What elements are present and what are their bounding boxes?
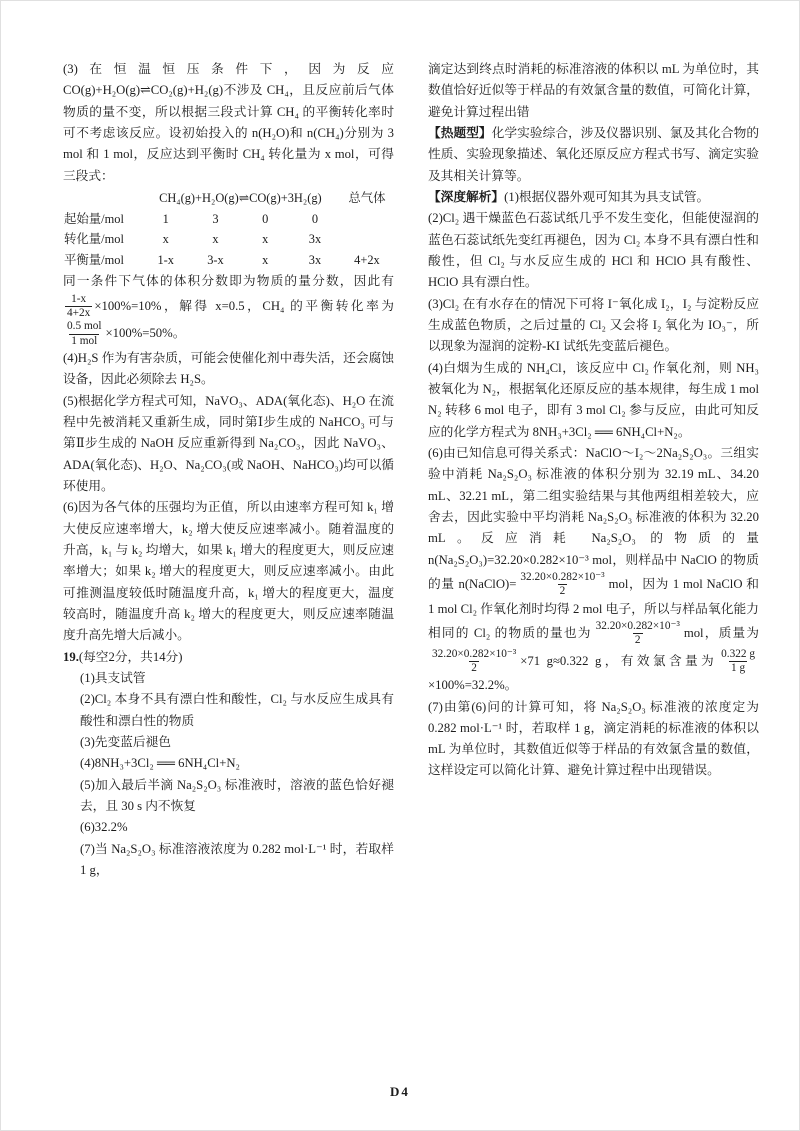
deep-analysis-paragraph-1 — [428, 187, 759, 208]
answer-item-5: (5)根据化学方程式可知，NaVO₃、ADA(氧化态)、H₂O 在流程中先被消耗又重新生成，同时第Ⅰ步生成的 NaHCO₃ 可与第Ⅱ步生成的 NaOH 反应重新得到 Na₂CO₃，因此 NaVO₃、ADA(氧化态)、H₂O、Na₂CO₃(或 NaOH、NaHCO₃)均可以循环使用。 — [63, 393, 394, 493]
deep-analysis-paragraph-6 — [428, 443, 759, 697]
deep-analysis-paragraph-7: (7)由第(6)问的计算可知，将 Na₂S₂O₃ 标准液的浓度定为 0.282 mol·L⁻¹ 时，若取样 1 g，滴定消耗的标准液的体积以 mL 为单位时，其数值近似等于样品的有效氯含量的数值，这样设定可以简化计算、避免计算过程中出现错误。 — [428, 699, 759, 778]
deep-analysis-paragraph-3: (3)Cl₂ 在有水存在的情况下可将 I⁻氧化成 I₂，I₂ 与淀粉反应生成蓝色物质，之后过量的 Cl₂ 又会将 I₂ 氧化为 IO₃⁻，所以现象为湿润的淀粉-KI 试纸先变蓝后褪色。 — [428, 296, 759, 354]
hot-topic-label: 【热题型】 — [428, 125, 492, 140]
fraction-denominator: 1 g — [730, 661, 746, 674]
answer-19-6: (6)32.2% — [80, 820, 128, 835]
text-segment: mol，质量为 — [683, 625, 759, 640]
row-label: 平衡量/mol — [64, 252, 124, 267]
table-cell — [340, 229, 394, 250]
table-row-initial — [63, 209, 394, 230]
table-cell: 3-x — [207, 252, 224, 267]
deep-analysis-paragraph-2: (2)Cl₂ 遇干燥蓝色石蕊试纸几乎不发生变化，但能使湿润的蓝色石蕊试纸先变红再褪色，因为 Cl₂ 本身不具有漂白性和酸性，但 Cl₂ 与水反应生成的 HCl 和 HClO 具有酸性、HClO 具有漂白性。 — [428, 211, 759, 290]
table-row-change — [63, 229, 394, 250]
answer-19-4: (4)8NH₃+3Cl₂ ══ 6NH₄Cl+N₂ — [80, 756, 240, 771]
answer-19-7: (7)当 Na₂S₂O₃ 标准溶液浓度为 0.282 mol·L⁻¹ 时，若取样 1 g， — [80, 841, 394, 877]
text-segment: ×100%=10%，解得 x=0.5，CH₄ 的平衡转化率为 — [94, 298, 394, 313]
table-cell: x — [162, 232, 169, 247]
row-label: 起始量/mol — [64, 211, 124, 226]
fraction-denominator: 4+2x — [67, 307, 91, 319]
table-equation-row — [63, 188, 394, 209]
table-cell: 4+2x — [354, 252, 380, 267]
answer-19-3: (3)先变蓝后褪色 — [80, 734, 171, 749]
table-cell: x — [262, 252, 269, 267]
fraction-numerator: 32.20×0.282×10⁻³ — [520, 570, 605, 583]
question-19-header — [63, 647, 394, 668]
table-cell: 3 — [212, 211, 219, 226]
text-segment: (6)由已知信息可得关系式：NaClO～I₂～2Na₂S₂O₃。三组实验中消耗 Na₂S₂O₃ 标准液的体积分别为 32.19 mL、34.20 mL、32.21 mL，第二组实验结果与其他两组相差较大，应舍去，因此实验中平均消耗 Na₂S₂O₃ 标准液的体积为 32.20 mL。反应消耗 Na₂S₂O₃ 的物质的量 n(Na₂S₂O₃)=32.20×0.282×10⁻³ mol，则样品中 NaClO 的物质的量 n(NaClO)= — [428, 445, 759, 591]
row-label: 转化量/mol — [64, 232, 124, 247]
fraction-numerator: 1-x — [71, 292, 87, 305]
answer-19-5: (5)加入最后半滴 Na₂S₂O₃ 标准液时，溶液的蓝色恰好褪去，且 30 s 内不恢复 — [80, 777, 394, 813]
fraction-denominator: 1 mol — [71, 334, 98, 347]
chemical-equation: CH₄(g)+H₂O(g)⇌CO(g)+3H₂(g) — [159, 190, 322, 205]
table-cell — [340, 209, 394, 230]
text-segment: mol，因为 1 mol NaClO 和 1 mol Cl₂ 作氧化剂时均得 2 mol 电子，所以与样品氧化能力相同的 Cl₂ 的物质的量也为 — [428, 576, 759, 640]
fraction — [65, 293, 92, 321]
total-gas-label: 总气体 — [348, 190, 386, 205]
left-column — [63, 59, 394, 881]
fraction-denominator: 2 — [471, 661, 477, 674]
table-cell: 0 — [311, 211, 319, 226]
three-stage-table — [63, 188, 394, 270]
table-cell: 3x — [308, 232, 322, 247]
question-19-answers — [63, 668, 394, 881]
hot-topic-paragraph — [428, 123, 759, 187]
fraction-denominator: 2 — [634, 634, 641, 647]
answer-item-4: (4)H₂S 作为有害杂质，可能会使催化剂中毒失活，还会腐蚀设备，因此必须除去 H₂S。 — [63, 350, 394, 387]
table-cell: 0 — [262, 211, 269, 226]
table-spacer-cell — [63, 188, 141, 209]
text-segment: ×100%=50%。 — [105, 326, 186, 341]
fraction-numerator: 32.20×0.282×10⁻³ — [432, 647, 517, 660]
two-column-layout — [1, 1, 799, 881]
text-segment: (1)根据仪器外观可知其为具支试管。 — [504, 189, 710, 204]
text-segment: 化学实验综合，涉及仪器识别、氯及其化合物的性质、实验现象描述、氧化还原反应方程式书写、滴定实验及其相关计算等。 — [428, 125, 760, 183]
answer-item-3: (3)在恒温恒压条件下，因为反应 CO(g)+H₂O(g)⇌CO₂(g)+H₂(g)不涉及 CH₄，且反应前后气体物质的量不变，所以根据三段式计算 CH₄ 的平衡转化率时可不考虑该反应。设初始投入的 n(H₂O)和 n(CH₄)分别为 3 mol 和 1 mol，反应达到平衡时 CH₄ 转化量为 x mol，可得三段式： — [63, 62, 394, 183]
deep-analysis-label: 【深度解析】 — [428, 189, 505, 204]
answer-19-2: (2)Cl₂ 本身不具有漂白性和酸性，Cl₂ 与水反应生成具有酸性和漂白性的物质 — [80, 692, 394, 728]
fraction — [594, 620, 682, 648]
table-cell: 1-x — [157, 252, 175, 267]
table-cell: 3x — [308, 252, 322, 267]
table-row-equilibrium — [63, 250, 394, 271]
calculation-paragraph — [63, 271, 394, 348]
answer-item-6: (6)因为各气体的压强均为正值，所以由速率方程可知 k₁ 增大使反应速率增大，k₂ 增大使反应速率减小。随着温度的升高，k₁ 与 k₂ 均增大，如果 k₁ 增大的程度更大，则反应速率增大；如果 k₂ 增大的程度更大，则反应速率减小。由此可推测温度较低时随温度升高，k₁ 增大的程度更大，温度较高时，随温度升高 k₂ 增大的程度更大，则反应速率随温度升高先增大后减小。 — [63, 500, 394, 643]
answer-19-1: (1)具支试管 — [80, 670, 146, 685]
deep-analysis-paragraph-4: (4)白烟为生成的 NH₄Cl，该反应中 Cl₂ 作氧化剂，则 NH₃ 被氧化为 N₂，根据氧化还原反应的基本规律，每生成 1 mol N₂ 转移 6 mol 电子，即有 3 mol Cl₂ 参与反应，由此可知反应的化学方程式为 8NH₃+3Cl₂ ══ 6NH₄Cl+N₂。 — [428, 360, 759, 439]
text-segment: 同一条件下气体的体积分数即为物质的量分数，因此有 — [63, 274, 394, 289]
table-cell: x — [212, 232, 219, 247]
fraction — [518, 571, 606, 599]
page-number: D4 — [390, 1084, 410, 1099]
fraction — [430, 648, 518, 676]
right-column — [428, 59, 759, 881]
fraction-numerator: 32.20×0.282×10⁻³ — [595, 619, 680, 632]
text-segment: ×71 g≈0.322 g，有效氯含量为 — [520, 653, 718, 668]
question-points: (每空2分，共14分) — [78, 649, 183, 664]
fraction — [65, 320, 104, 348]
fraction-denominator: 2 — [559, 585, 566, 598]
fraction-numerator: 0.5 mol — [67, 320, 102, 333]
fraction-numerator: 0.322 g — [721, 647, 755, 660]
fraction — [719, 648, 757, 676]
text-segment: ×100%=32.2%。 — [428, 678, 518, 693]
answer-continuation: 滴定达到终点时消耗的标准溶液的体积以 mL 为单位时，其数值恰好近似等于样品的有效氯含量的数值，可简化计算，避免计算过程出错 — [428, 62, 759, 119]
question-19-block — [63, 647, 394, 882]
table-cell: 1 — [162, 211, 169, 226]
question-number: 19. — [63, 649, 79, 664]
table-cell: x — [262, 232, 269, 247]
